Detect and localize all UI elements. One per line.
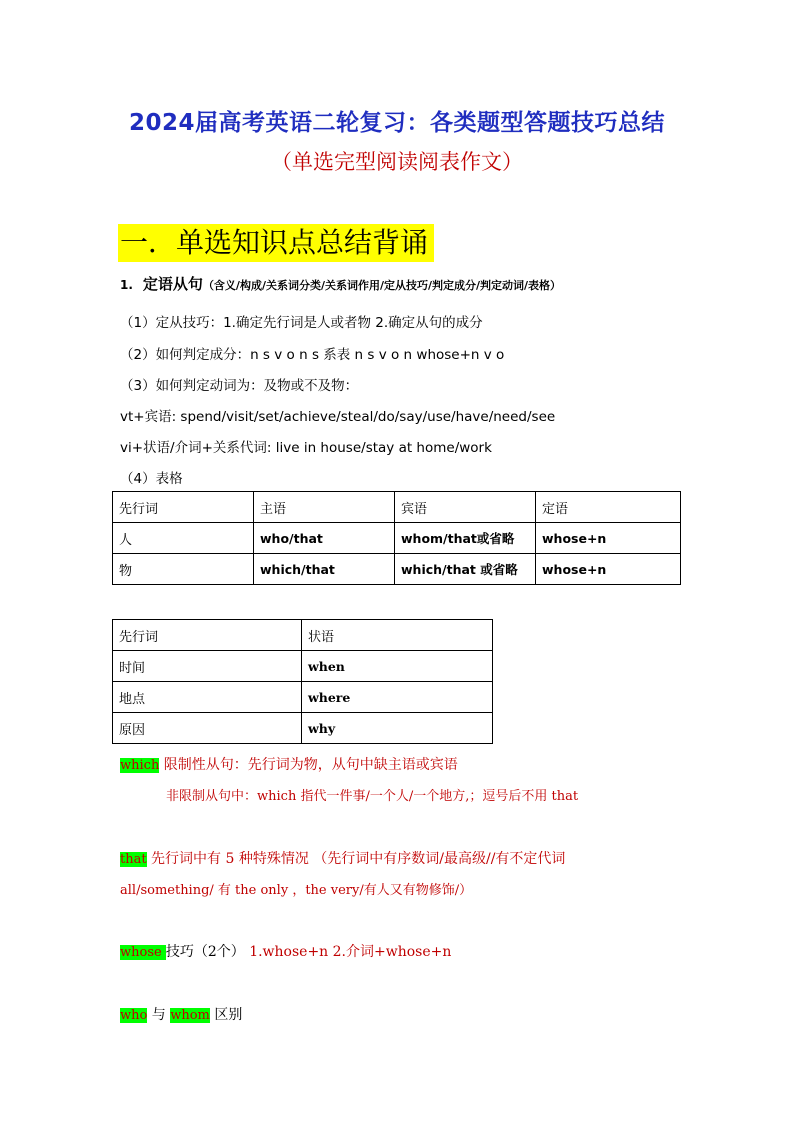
table-cell: who/that	[254, 523, 395, 554]
doc-subtitle: （单选完型阅读阅表作文）	[271, 150, 523, 174]
table-cell: whom/that或省略	[395, 523, 536, 554]
that-note	[120, 848, 565, 868]
text-line: vt+宾语: spend/visit/set/achieve/steal/do/say/use/have/need/see	[120, 409, 556, 425]
who-whom-note	[120, 1004, 242, 1024]
keyword-who: who	[120, 1008, 148, 1023]
subsection-heading	[120, 273, 561, 294]
whose-note-label: 技巧（2个）	[165, 944, 245, 960]
text-line: vi+状语/介词+关系代词: live in house/stay at home/work	[120, 440, 492, 456]
who-whom-joiner: 与	[147, 1007, 171, 1023]
table-cell: which/that	[254, 554, 395, 585]
table-cell: 时间	[113, 651, 302, 682]
relative-word-table	[112, 491, 681, 585]
table-header: 定语	[536, 492, 681, 523]
whose-note-text: 1.whose+n 2.介词+whose+n	[244, 944, 452, 960]
table-row	[113, 713, 493, 744]
table-header: 先行词	[113, 492, 254, 523]
subsection-title: 定语从句	[142, 275, 203, 293]
table-cell: 人	[113, 523, 254, 554]
keyword-whose: whose	[120, 945, 166, 960]
table-row	[113, 492, 681, 523]
table-row	[113, 620, 493, 651]
table-header: 状语	[302, 620, 493, 651]
table-row	[113, 651, 493, 682]
table-row	[113, 523, 681, 554]
table-row	[113, 682, 493, 713]
table-cell: which/that 或省略	[395, 554, 536, 585]
who-whom-tail: 区别	[209, 1007, 243, 1023]
text-line: （2）如何判定成分：n s v o n s 系表 n s v o n whose+n v o	[120, 347, 505, 363]
adverbial-table	[112, 619, 493, 744]
text-line: （4）表格	[120, 471, 183, 487]
table-cell: whose+n	[536, 523, 681, 554]
text-line: （3）如何判定动词为：及物或不及物：	[120, 378, 359, 394]
table-cell: when	[302, 651, 493, 682]
which-note	[120, 754, 458, 774]
table-cell: 物	[113, 554, 254, 585]
subsection-note: （含义/构成/关系词分类/关系词作用/定从技巧/判定成分/判定动词/表格）	[202, 279, 562, 292]
text-line: （1）定从技巧：1.确定先行词是人或者物 2.确定从句的成分	[120, 315, 483, 331]
table-cell: 地点	[113, 682, 302, 713]
table-header: 先行词	[113, 620, 302, 651]
keyword-that: that	[120, 852, 147, 867]
table-header: 宾语	[395, 492, 536, 523]
section-heading: 一．单选知识点总结背诵	[118, 224, 434, 262]
keyword-whom: whom	[170, 1008, 210, 1023]
that-note-2: all/something/ 有 the only ，the very/有人又有物修饰/）	[120, 883, 473, 898]
which-note-2: 非限制从句中：which 指代一件事/一个人/一个地方,；逗号后不用 that	[166, 789, 579, 804]
keyword-which: which	[120, 758, 160, 773]
subsection-number: 1.	[120, 278, 133, 292]
table-cell: 原因	[113, 713, 302, 744]
which-note-text: 限制性从句：先行词为物，从句中缺主语或宾语	[159, 757, 458, 773]
table-cell: whose+n	[536, 554, 681, 585]
table-row	[113, 554, 681, 585]
table-cell: why	[302, 713, 493, 744]
whose-note	[120, 941, 451, 961]
table-header: 主语	[254, 492, 395, 523]
doc-title: 2024届高考英语二轮复习：各类题型答题技巧总结	[128, 110, 665, 136]
that-note-text: 先行词中有 5 种特殊情况 （先行词中有序数词/最高级//有不定代词	[146, 851, 566, 867]
table-cell: where	[302, 682, 493, 713]
